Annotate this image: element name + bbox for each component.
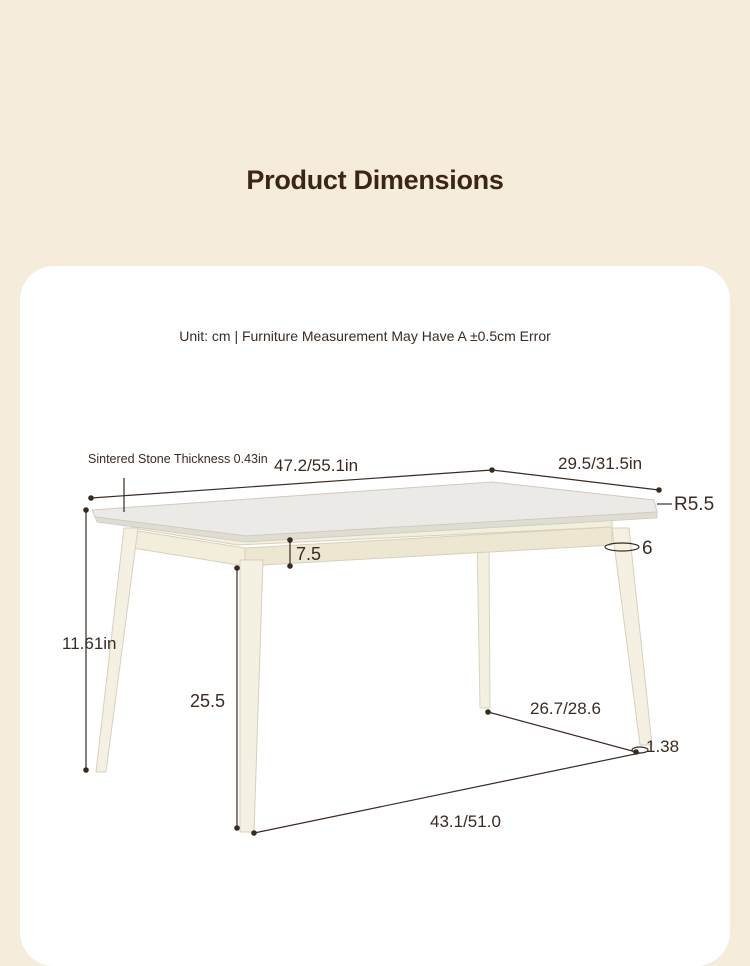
apron-inset-label: 6 [642, 538, 653, 559]
total-height-label: 11.61in [62, 634, 117, 653]
length-label: 47.2/55.1in [274, 456, 359, 475]
stone-thickness-label: Sintered Stone Thickness 0.43in [88, 452, 268, 466]
width-label: 29.5/31.5in [558, 454, 643, 473]
page-title: Product Dimensions [246, 165, 504, 195]
leg-span-long-label: 43.1/51.0 [430, 812, 501, 831]
leg-foot-label: 1.38 [646, 737, 680, 756]
leg-height-label: 25.5 [190, 691, 226, 711]
front-center-leg [240, 560, 263, 832]
apron-height-label: 7.5 [296, 544, 322, 564]
back-right-leg [477, 540, 490, 708]
corner-radius-label: R5.5 [674, 494, 715, 515]
leg-span-short-label: 26.7/28.6 [530, 699, 601, 718]
unit-note: Unit: cm | Furniture Measurement May Have A ±0.5cm Error [179, 328, 551, 344]
front-right-leg [612, 528, 652, 745]
